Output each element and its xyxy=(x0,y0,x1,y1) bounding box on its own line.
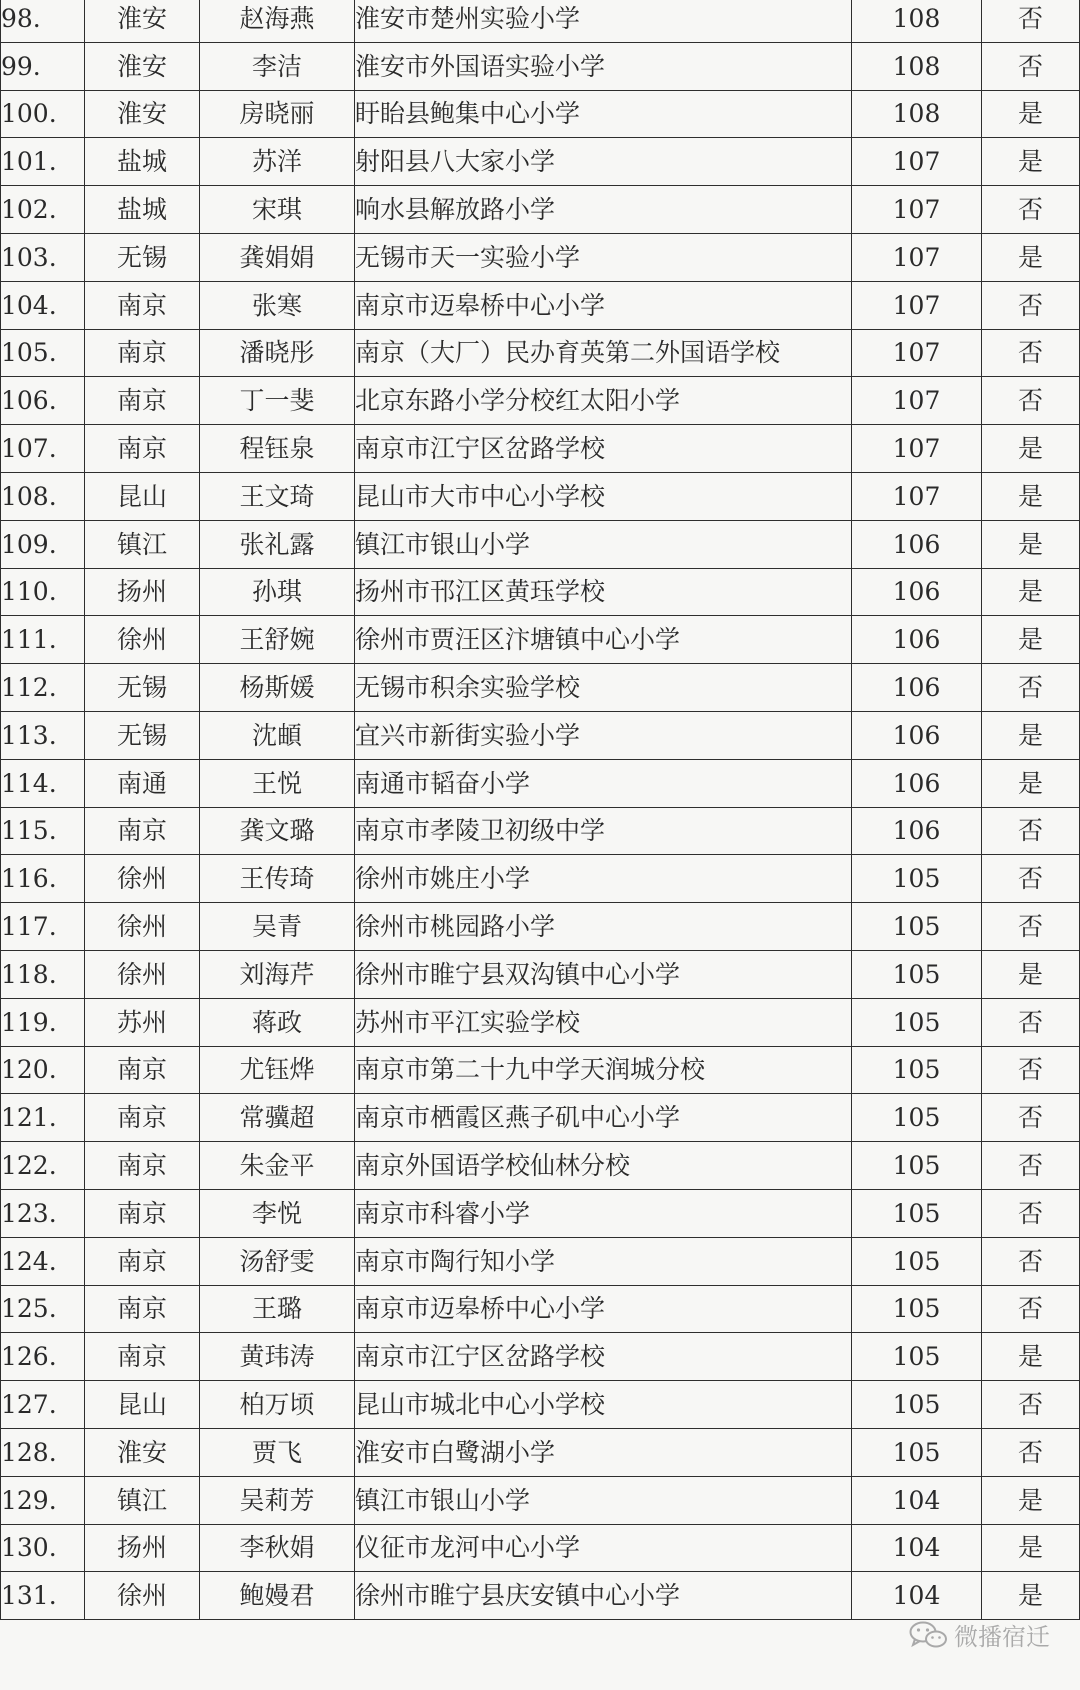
name-cell: 张寒 xyxy=(200,281,355,329)
flag-cell: 是 xyxy=(982,568,1080,616)
score-cell: 107 xyxy=(852,138,982,186)
city-cell: 无锡 xyxy=(85,233,200,281)
flag-cell: 否 xyxy=(982,377,1080,425)
name-cell: 宋琪 xyxy=(200,186,355,234)
score-cell: 107 xyxy=(852,329,982,377)
name-cell: 王悦 xyxy=(200,759,355,807)
flag-cell: 否 xyxy=(982,664,1080,712)
flag-cell: 是 xyxy=(982,1476,1080,1524)
table-row xyxy=(1,281,1080,329)
score-cell: 105 xyxy=(852,1285,982,1333)
city-cell: 徐州 xyxy=(85,855,200,903)
score-cell: 105 xyxy=(852,1046,982,1094)
rank-cell: 100. xyxy=(1,90,85,138)
score-cell: 108 xyxy=(852,42,982,90)
school-cell: 昆山市城北中心小学校 xyxy=(355,1381,852,1429)
table-row xyxy=(1,0,1080,42)
table-row xyxy=(1,664,1080,712)
school-cell: 盱眙县鲍集中心小学 xyxy=(355,90,852,138)
score-cell: 105 xyxy=(852,950,982,998)
city-cell: 昆山 xyxy=(85,472,200,520)
flag-cell: 是 xyxy=(982,425,1080,473)
city-cell: 南京 xyxy=(85,1094,200,1142)
flag-cell: 是 xyxy=(982,616,1080,664)
school-cell: 仪征市龙河中心小学 xyxy=(355,1524,852,1572)
city-cell: 昆山 xyxy=(85,1381,200,1429)
rank-cell: 124. xyxy=(1,1237,85,1285)
rank-cell: 105. xyxy=(1,329,85,377)
rank-cell: 102. xyxy=(1,186,85,234)
name-cell: 吴青 xyxy=(200,903,355,951)
flag-cell: 是 xyxy=(982,138,1080,186)
flag-cell: 是 xyxy=(982,950,1080,998)
rank-cell: 101. xyxy=(1,138,85,186)
table-row xyxy=(1,1572,1080,1620)
school-cell: 南京市第二十九中学天润城分校 xyxy=(355,1046,852,1094)
city-cell: 徐州 xyxy=(85,903,200,951)
score-cell: 105 xyxy=(852,1189,982,1237)
score-cell: 107 xyxy=(852,377,982,425)
table-row xyxy=(1,520,1080,568)
table-row xyxy=(1,1428,1080,1476)
flag-cell: 否 xyxy=(982,998,1080,1046)
table-row xyxy=(1,903,1080,951)
rank-cell: 99. xyxy=(1,42,85,90)
watermark xyxy=(908,1617,1050,1652)
table-row xyxy=(1,186,1080,234)
school-cell: 徐州市睢宁县庆安镇中心小学 xyxy=(355,1572,852,1620)
score-cell: 107 xyxy=(852,233,982,281)
name-cell: 杨斯媛 xyxy=(200,664,355,712)
flag-cell: 否 xyxy=(982,1237,1080,1285)
school-cell: 徐州市睢宁县双沟镇中心小学 xyxy=(355,950,852,998)
flag-cell: 否 xyxy=(982,855,1080,903)
school-cell: 南京市江宁区岔路学校 xyxy=(355,425,852,473)
flag-cell: 是 xyxy=(982,520,1080,568)
city-cell: 淮安 xyxy=(85,0,200,42)
rank-cell: 131. xyxy=(1,1572,85,1620)
score-cell: 105 xyxy=(852,1094,982,1142)
flag-cell: 是 xyxy=(982,1524,1080,1572)
flag-cell: 否 xyxy=(982,42,1080,90)
name-cell: 王璐 xyxy=(200,1285,355,1333)
flag-cell: 否 xyxy=(982,281,1080,329)
score-cell: 105 xyxy=(852,1142,982,1190)
city-cell: 苏州 xyxy=(85,998,200,1046)
city-cell: 镇江 xyxy=(85,1476,200,1524)
name-cell: 吴莉芳 xyxy=(200,1476,355,1524)
name-cell: 尤钰烨 xyxy=(200,1046,355,1094)
name-cell: 龚娟娟 xyxy=(200,233,355,281)
flag-cell: 否 xyxy=(982,1046,1080,1094)
table-row xyxy=(1,759,1080,807)
school-cell: 南京市孝陵卫初级中学 xyxy=(355,807,852,855)
rank-cell: 110. xyxy=(1,568,85,616)
watermark-text: 微播宿迁 xyxy=(954,1623,1050,1651)
city-cell: 无锡 xyxy=(85,711,200,759)
city-cell: 南京 xyxy=(85,1333,200,1381)
rank-cell: 128. xyxy=(1,1428,85,1476)
score-cell: 106 xyxy=(852,520,982,568)
city-cell: 南通 xyxy=(85,759,200,807)
name-cell: 程钰泉 xyxy=(200,425,355,473)
city-cell: 徐州 xyxy=(85,950,200,998)
table-row xyxy=(1,138,1080,186)
rank-cell: 120. xyxy=(1,1046,85,1094)
flag-cell: 是 xyxy=(982,711,1080,759)
rank-cell: 125. xyxy=(1,1285,85,1333)
school-cell: 徐州市姚庄小学 xyxy=(355,855,852,903)
name-cell: 常骥超 xyxy=(200,1094,355,1142)
school-cell: 徐州市桃园路小学 xyxy=(355,903,852,951)
rank-cell: 115. xyxy=(1,807,85,855)
school-cell: 射阳县八大家小学 xyxy=(355,138,852,186)
table-row xyxy=(1,1237,1080,1285)
score-cell: 108 xyxy=(852,90,982,138)
score-cell: 107 xyxy=(852,186,982,234)
city-cell: 南京 xyxy=(85,1142,200,1190)
name-cell: 王传琦 xyxy=(200,855,355,903)
name-cell: 张礼露 xyxy=(200,520,355,568)
score-cell: 105 xyxy=(852,1428,982,1476)
city-cell: 南京 xyxy=(85,377,200,425)
name-cell: 汤舒雯 xyxy=(200,1237,355,1285)
city-cell: 淮安 xyxy=(85,1428,200,1476)
school-cell: 南京（大厂）民办育英第二外国语学校 xyxy=(355,329,852,377)
name-cell: 蒋政 xyxy=(200,998,355,1046)
flag-cell: 否 xyxy=(982,0,1080,42)
rank-cell: 112. xyxy=(1,664,85,712)
city-cell: 盐城 xyxy=(85,186,200,234)
school-cell: 徐州市贾汪区汴塘镇中心小学 xyxy=(355,616,852,664)
wechat-icon xyxy=(908,1620,948,1650)
table-row xyxy=(1,233,1080,281)
name-cell: 龚文璐 xyxy=(200,807,355,855)
score-cell: 106 xyxy=(852,711,982,759)
school-cell: 昆山市大市中心小学校 xyxy=(355,472,852,520)
flag-cell: 否 xyxy=(982,1428,1080,1476)
school-cell: 南京市迈皋桥中心小学 xyxy=(355,1285,852,1333)
flag-cell: 否 xyxy=(982,807,1080,855)
table-row xyxy=(1,616,1080,664)
name-cell: 沈頔 xyxy=(200,711,355,759)
city-cell: 盐城 xyxy=(85,138,200,186)
results-table-body xyxy=(1,0,1080,1620)
name-cell: 苏洋 xyxy=(200,138,355,186)
name-cell: 鲍嫚君 xyxy=(200,1572,355,1620)
school-cell: 苏州市平江实验学校 xyxy=(355,998,852,1046)
flag-cell: 是 xyxy=(982,472,1080,520)
table-row xyxy=(1,1189,1080,1237)
school-cell: 镇江市银山小学 xyxy=(355,520,852,568)
city-cell: 南京 xyxy=(85,1285,200,1333)
score-cell: 106 xyxy=(852,807,982,855)
city-cell: 南京 xyxy=(85,807,200,855)
table-row xyxy=(1,472,1080,520)
city-cell: 南京 xyxy=(85,425,200,473)
school-cell: 南京市陶行知小学 xyxy=(355,1237,852,1285)
city-cell: 淮安 xyxy=(85,42,200,90)
school-cell: 北京东路小学分校红太阳小学 xyxy=(355,377,852,425)
table-row xyxy=(1,1524,1080,1572)
rank-cell: 113. xyxy=(1,711,85,759)
rank-cell: 107. xyxy=(1,425,85,473)
table-row xyxy=(1,1094,1080,1142)
score-cell: 106 xyxy=(852,759,982,807)
school-cell: 无锡市积余实验学校 xyxy=(355,664,852,712)
city-cell: 南京 xyxy=(85,1189,200,1237)
table-row xyxy=(1,950,1080,998)
name-cell: 李秋娟 xyxy=(200,1524,355,1572)
rank-cell: 127. xyxy=(1,1381,85,1429)
school-cell: 南通市韬奋小学 xyxy=(355,759,852,807)
flag-cell: 否 xyxy=(982,903,1080,951)
score-cell: 106 xyxy=(852,568,982,616)
rank-cell: 109. xyxy=(1,520,85,568)
city-cell: 南京 xyxy=(85,281,200,329)
rank-cell: 119. xyxy=(1,998,85,1046)
school-cell: 镇江市银山小学 xyxy=(355,1476,852,1524)
table-row xyxy=(1,377,1080,425)
school-cell: 扬州市邗江区黄珏学校 xyxy=(355,568,852,616)
table-row xyxy=(1,90,1080,138)
city-cell: 徐州 xyxy=(85,616,200,664)
score-cell: 105 xyxy=(852,855,982,903)
name-cell: 潘晓彤 xyxy=(200,329,355,377)
score-cell: 105 xyxy=(852,1381,982,1429)
rank-cell: 103. xyxy=(1,233,85,281)
flag-cell: 否 xyxy=(982,1094,1080,1142)
flag-cell: 是 xyxy=(982,90,1080,138)
score-cell: 107 xyxy=(852,281,982,329)
flag-cell: 否 xyxy=(982,1285,1080,1333)
table-row xyxy=(1,1046,1080,1094)
score-cell: 107 xyxy=(852,472,982,520)
table-row xyxy=(1,425,1080,473)
table-row xyxy=(1,998,1080,1046)
name-cell: 李洁 xyxy=(200,42,355,90)
school-cell: 南京市栖霞区燕子矶中心小学 xyxy=(355,1094,852,1142)
flag-cell: 否 xyxy=(982,1142,1080,1190)
rank-cell: 126. xyxy=(1,1333,85,1381)
score-cell: 104 xyxy=(852,1476,982,1524)
rank-cell: 118. xyxy=(1,950,85,998)
rank-cell: 98. xyxy=(1,0,85,42)
table-row xyxy=(1,1285,1080,1333)
table-row xyxy=(1,329,1080,377)
table-row xyxy=(1,807,1080,855)
name-cell: 孙琪 xyxy=(200,568,355,616)
city-cell: 无锡 xyxy=(85,664,200,712)
city-cell: 镇江 xyxy=(85,520,200,568)
table-row xyxy=(1,1381,1080,1429)
flag-cell: 否 xyxy=(982,1189,1080,1237)
score-cell: 106 xyxy=(852,664,982,712)
table-row xyxy=(1,855,1080,903)
name-cell: 丁一斐 xyxy=(200,377,355,425)
score-cell: 108 xyxy=(852,0,982,42)
school-cell: 响水县解放路小学 xyxy=(355,186,852,234)
rank-cell: 122. xyxy=(1,1142,85,1190)
flag-cell: 是 xyxy=(982,233,1080,281)
name-cell: 柏万顷 xyxy=(200,1381,355,1429)
name-cell: 王文琦 xyxy=(200,472,355,520)
rank-cell: 108. xyxy=(1,472,85,520)
score-cell: 106 xyxy=(852,616,982,664)
name-cell: 贾飞 xyxy=(200,1428,355,1476)
rank-cell: 117. xyxy=(1,903,85,951)
flag-cell: 是 xyxy=(982,1572,1080,1620)
rank-cell: 121. xyxy=(1,1094,85,1142)
name-cell: 刘海芹 xyxy=(200,950,355,998)
name-cell: 赵海燕 xyxy=(200,0,355,42)
name-cell: 王舒婉 xyxy=(200,616,355,664)
score-cell: 105 xyxy=(852,998,982,1046)
city-cell: 扬州 xyxy=(85,568,200,616)
school-cell: 南京外国语学校仙林分校 xyxy=(355,1142,852,1190)
school-cell: 南京市迈皋桥中心小学 xyxy=(355,281,852,329)
name-cell: 朱金平 xyxy=(200,1142,355,1190)
score-cell: 105 xyxy=(852,903,982,951)
score-cell: 104 xyxy=(852,1572,982,1620)
school-cell: 南京市科睿小学 xyxy=(355,1189,852,1237)
rank-cell: 114. xyxy=(1,759,85,807)
table-row xyxy=(1,42,1080,90)
city-cell: 淮安 xyxy=(85,90,200,138)
rank-cell: 130. xyxy=(1,1524,85,1572)
table-row xyxy=(1,1476,1080,1524)
score-cell: 107 xyxy=(852,425,982,473)
school-cell: 淮安市楚州实验小学 xyxy=(355,0,852,42)
city-cell: 徐州 xyxy=(85,1572,200,1620)
school-cell: 淮安市白鹭湖小学 xyxy=(355,1428,852,1476)
rank-cell: 129. xyxy=(1,1476,85,1524)
rank-cell: 104. xyxy=(1,281,85,329)
score-cell: 105 xyxy=(852,1237,982,1285)
school-cell: 宜兴市新街实验小学 xyxy=(355,711,852,759)
city-cell: 南京 xyxy=(85,1237,200,1285)
name-cell: 李悦 xyxy=(200,1189,355,1237)
flag-cell: 否 xyxy=(982,329,1080,377)
flag-cell: 是 xyxy=(982,1333,1080,1381)
rank-cell: 123. xyxy=(1,1189,85,1237)
rank-cell: 106. xyxy=(1,377,85,425)
table-row xyxy=(1,568,1080,616)
city-cell: 南京 xyxy=(85,329,200,377)
table-row xyxy=(1,711,1080,759)
name-cell: 房晓丽 xyxy=(200,90,355,138)
table-row xyxy=(1,1333,1080,1381)
flag-cell: 否 xyxy=(982,186,1080,234)
rank-cell: 111. xyxy=(1,616,85,664)
school-cell: 无锡市天一实验小学 xyxy=(355,233,852,281)
flag-cell: 否 xyxy=(982,1381,1080,1429)
flag-cell: 是 xyxy=(982,759,1080,807)
city-cell: 扬州 xyxy=(85,1524,200,1572)
name-cell: 黄玮涛 xyxy=(200,1333,355,1381)
school-cell: 淮安市外国语实验小学 xyxy=(355,42,852,90)
rank-cell: 116. xyxy=(1,855,85,903)
school-cell: 南京市江宁区岔路学校 xyxy=(355,1333,852,1381)
city-cell: 南京 xyxy=(85,1046,200,1094)
score-cell: 105 xyxy=(852,1333,982,1381)
score-cell: 104 xyxy=(852,1524,982,1572)
table-row xyxy=(1,1142,1080,1190)
